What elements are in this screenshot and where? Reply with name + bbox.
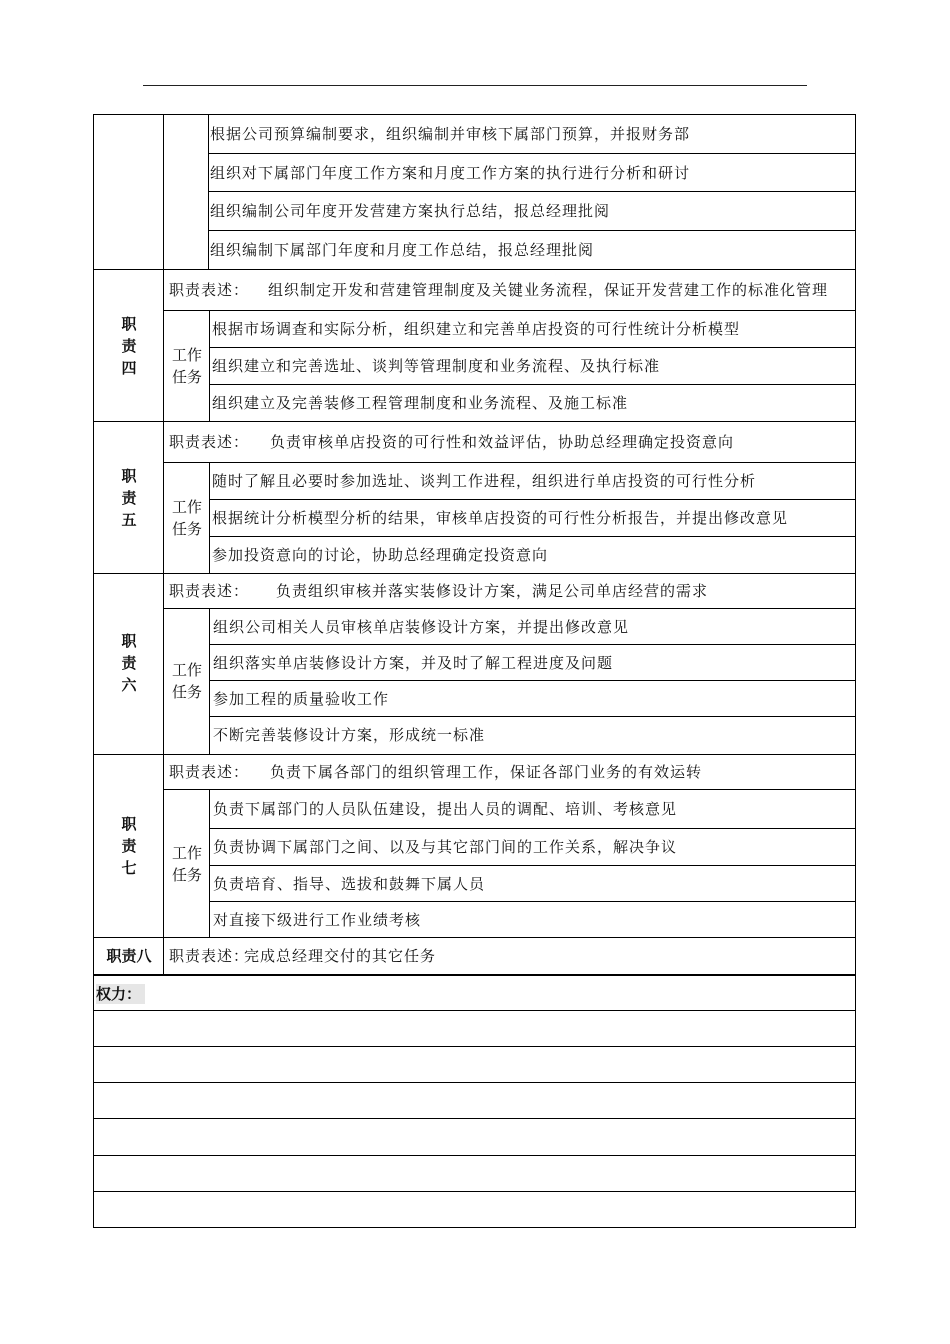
row-line — [209, 901, 856, 902]
description-label: 职责表述： — [169, 763, 250, 781]
task-text: 组织对下属部门年度工作方案和月度工作方案的执行进行分析和研讨 — [210, 164, 691, 182]
duty-name: 职 责 四 — [121, 315, 137, 377]
row-line — [208, 153, 856, 154]
task-text: 组织编制下属部门年度和月度工作总结，报总经理批阅 — [210, 241, 595, 259]
task-text: 随时了解且必要时参加选址、谈判工作进程，组织进行单店投资的可行性分析 — [212, 472, 757, 490]
power-row-line — [93, 1191, 856, 1192]
power-row-line — [93, 1155, 856, 1156]
row-line — [209, 680, 856, 681]
duty-name: 职责八 — [106, 947, 152, 965]
duty-name: 职 责 五 — [121, 467, 137, 529]
col-divider-d5 — [209, 462, 210, 573]
row-line — [209, 828, 856, 829]
duty-name: 职 责 六 — [121, 632, 137, 694]
row-line — [208, 191, 856, 192]
col-divider-top — [208, 114, 209, 270]
task-text: 根据市场调查和实际分析，组织建立和完善单店投资的可行性统计分析模型 — [212, 320, 741, 338]
header-rule — [143, 85, 807, 86]
row-line — [209, 644, 856, 645]
row-line — [163, 462, 856, 463]
duty-name: 职 责 七 — [121, 815, 137, 877]
task-text: 负责协调下属部门之间、以及与其它部门间的工作关系，解决争议 — [213, 838, 678, 856]
power-row-line — [93, 1046, 856, 1047]
duty-description: 完成总经理交付的其它任务 — [244, 947, 437, 965]
duty-description: 负责审核单店投资的可行性和效益评估，协助总经理确定投资意向 — [270, 433, 735, 451]
row-line — [163, 310, 856, 311]
task-text: 组织建立和完善选址、谈判等管理制度和业务流程、及执行标准 — [212, 357, 661, 375]
work-task-label: 工作 任务 — [171, 498, 202, 538]
task-text: 根据公司预算编制要求，组织编制并审核下属部门预算，并报财务部 — [210, 125, 691, 143]
task-text: 不断完善装修设计方案，形成统一标准 — [213, 726, 486, 744]
task-text: 组织建立及完善装修工程管理制度和业务流程、及施工标准 — [212, 394, 629, 412]
work-task-label: 工作 任务 — [171, 844, 202, 884]
section-line — [93, 269, 856, 270]
task-text: 组织公司相关人员审核单店装修设计方案，并提出修改意见 — [213, 618, 630, 636]
task-text: 参加投资意向的讨论，协助总经理确定投资意向 — [212, 546, 549, 564]
power-row-line — [93, 1118, 856, 1119]
work-task-label: 工作 任务 — [171, 661, 202, 701]
row-line — [209, 536, 856, 537]
row-line — [209, 865, 856, 866]
power-row-line — [93, 1082, 856, 1083]
power-row-line — [93, 1010, 856, 1011]
duty-description: 组织制定开发和营建管理制度及关键业务流程，保证开发营建工作的标准化管理 — [268, 281, 829, 299]
section-line — [93, 573, 856, 574]
task-text: 负责培育、指导、选拔和鼓舞下属人员 — [213, 875, 486, 893]
section-line — [93, 937, 856, 938]
power-label: 权力： — [96, 984, 145, 1004]
col-divider-d7 — [209, 789, 210, 937]
task-text: 负责下属部门的人员队伍建设，提出人员的调配、培训、考核意见 — [213, 800, 678, 818]
duty-description: 负责组织审核并落实装修设计方案，满足公司单店经营的需求 — [276, 582, 709, 600]
description-label: 职责表述： — [169, 947, 250, 965]
task-text: 根据统计分析模型分析的结果，审核单店投资的可行性分析报告，并提出修改意见 — [212, 509, 789, 527]
task-text: 组织落实单店装修设计方案，并及时了解工程进度及问题 — [213, 654, 614, 672]
section-line — [93, 974, 856, 976]
task-text: 参加工程的质量验收工作 — [213, 690, 390, 708]
duty-description: 负责下属各部门的组织管理工作，保证各部门业务的有效运转 — [270, 763, 703, 781]
task-text: 组织编制公司年度开发营建方案执行总结，报总经理批阅 — [210, 202, 611, 220]
work-task-label: 工作 任务 — [171, 346, 202, 386]
row-line — [163, 608, 856, 609]
row-line — [209, 499, 856, 500]
description-label: 职责表述： — [169, 582, 250, 600]
section-line — [93, 754, 856, 755]
description-label: 职责表述： — [169, 281, 250, 299]
col-divider-d6 — [209, 608, 210, 754]
row-line — [209, 384, 856, 385]
row-line — [208, 230, 856, 231]
row-line — [163, 789, 856, 790]
description-label: 职责表述： — [169, 433, 250, 451]
col-divider-d4 — [209, 310, 210, 421]
section-line — [93, 421, 856, 422]
task-text: 对直接下级进行工作业绩考核 — [213, 911, 422, 929]
row-line — [209, 347, 856, 348]
row-line — [209, 716, 856, 717]
